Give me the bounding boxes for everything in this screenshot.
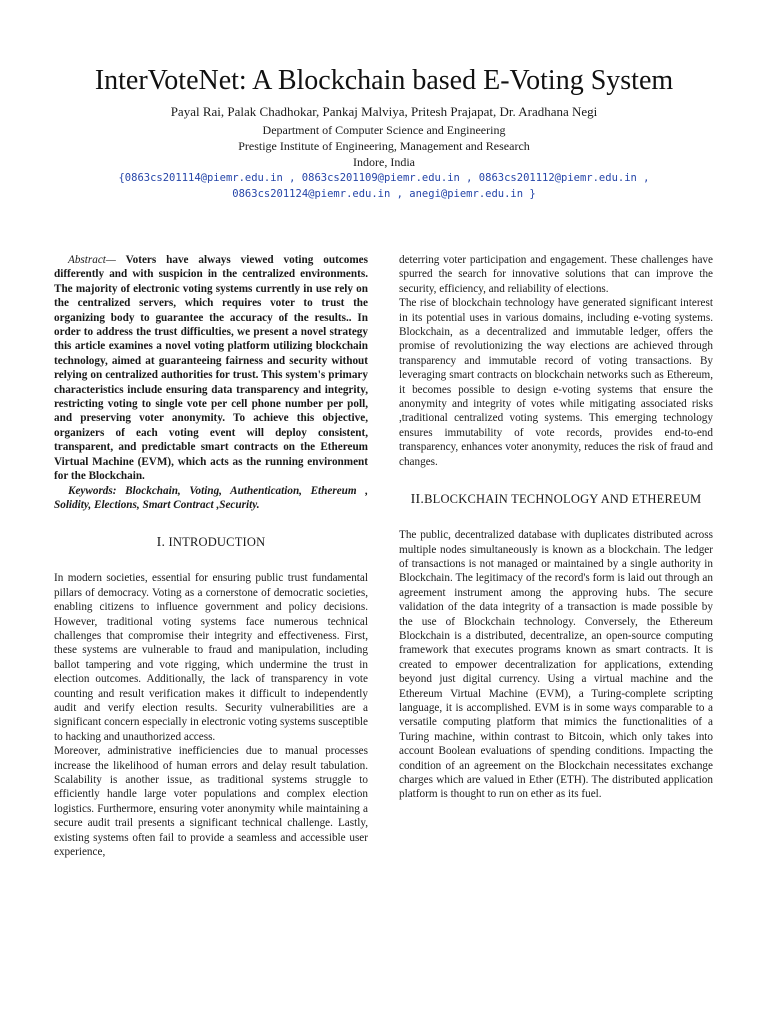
- section-2-title: BLOCKCHAIN TECHNOLOGY AND ETHEREUM: [424, 492, 702, 507]
- email-line-2: 0863cs201124@piemr.edu.in , anegi@piemr.edu.in }: [232, 188, 536, 200]
- keywords-lead: Keywords:: [68, 484, 117, 497]
- abstract: [54, 253, 368, 484]
- right-column: [399, 253, 713, 802]
- city: Indore, India: [353, 155, 415, 169]
- abstract-text: Voters have always viewed voting outcomes differently and with suspicion in the centralized environments. The majority of electronic voting systems currently in use rely on the centralized servers, which requires voter to trust the organizing body to guarantee the accuracy of the results.. In order to address the trust difficulties, we present a novel strategy this article examines a novel voting platform utilizing blockchain technology, aimed at guaranteeing fairness and security without relying on centralized authorities for trust. This system's primary characteristics include ensuring data transparency and integrity, restricting voting to single vote per cell phone number per poll, and preserving voter anonymity. To achieve this objective, organizers of each voting event will deploy consistent, transparent, and predictable smart contracts on the Ethereum Virtual Machine (EVM), which acts as the running environment for the Blockchain.: [54, 254, 368, 483]
- keywords: [54, 484, 368, 513]
- section-1-number: I.: [156, 535, 166, 551]
- email-list-line-1: [0, 169, 768, 186]
- section-2-number: II.: [410, 492, 425, 508]
- institute: Prestige Institute of Engineering, Management and Research: [238, 139, 530, 153]
- section-2-paragraph-1: The public, decentralized database with duplicates distributed across multiple nodes simultaneously is known as a blockchain. The ledger of transactions is not managed or maintained by a single authority in Blockchain. The legitimacy of the record's form is laid out through an agreement instrument among the approving hubs. The secure validation of the data integrity of a transaction is made possible by the use of Blockchain technology. Conversely, the Ethereum Blockchain is a distributed, decentralize, an open-source computing framework that executes programs known as smart contracts. It is created to empower decentralization for applications, extending beyond just digital currency. Using a virtual machine and the Ethereum Virtual Machine (EVM), a Turing-complete scripting language, it is accomplished. EVM is in some ways comparable to a versatile computing platform that mimics the functionalities of a Turing machine, within contrast to Bitcoin, which only takes into account Boolean evaluations of spending conditions. Impacting the condition of an agreement on the Blockchain necessitates exchange charges which are valued in Ether (ETH). The distributed application platform is thought to run on ether as its fuel.: [399, 529, 713, 801]
- author-list: Payal Rai, Palak Chadhokar, Pankaj Malviya, Pritesh Prajapat, Dr. Aradhana Negi: [170, 104, 598, 119]
- department: Department of Computer Science and Engineering: [262, 123, 506, 137]
- section-1-paragraph-1: In modern societies, essential for ensuring public trust fundamental pillars of democracy. Voting as a cornerstone of democratic societies, enabling citizens to influence government and policy decisions. However, traditional voting systems face numerous technical challenges that compromise their integrity and effectiveness. First, these systems are vulnerable to fraud and manipulation, including ballot tampering and vote rigging, which undermine the trust in election outcomes. Additionally, the lack of transparency in vote counting and result verification makes it difficult to independently audit and verify election results. Security vulnerabilities are a significant concern especially in electronic voting systems susceptible to hacking and unauthorized access.: [54, 572, 368, 743]
- email-line-1: {0863cs201114@piemr.edu.in , 0863cs201109@piemr.edu.in , 0863cs201112@piemr.edu.in ,: [118, 172, 650, 184]
- email-list-line-2: [0, 185, 768, 202]
- section-1-paragraph-3: deterring voter participation and engagement. These challenges have spurred the search for innovative solutions that can improve the security, efficiency, and reliability of elections.: [399, 254, 713, 295]
- section-1-heading: [54, 534, 368, 551]
- section-1-paragraph-2: Moreover, administrative inefficiencies due to manual processes increase the likelihood of human errors and delay result tabulation. Scalability is another issue, as traditional systems struggle to efficiently handle large voter populations and complex election logistics. Furthermore, ensuring voter anonymity while maintaining a secure audit trail presents a significant technical challenge. Lastly, existing systems often fail to provide a seamless and accessible user experience,: [54, 745, 368, 859]
- abstract-lead: Abstract—: [68, 254, 116, 266]
- section-2-heading: [399, 491, 713, 508]
- keywords-text: Blockchain, Voting, Authentication, Ethereum , Solidity, Elections, Smart Contract ,Security.: [54, 484, 368, 511]
- section-1-title: INTRODUCTION: [165, 535, 266, 550]
- section-1-paragraph-4: The rise of blockchain technology have generated significant interest in its potential uses in various domains, including e-voting systems. Blockchain, as a decentralized and immutable ledger, offers the promise of revolutionizing the way elections are achieved through transparency and immutable record of voting transactions. By leveraging smart contracts on blockchain networks such as Ethereum, it becomes possible to design e-voting systems that ensure the anonymity and integrity of votes while mitigating associated risks ,traditional centralized voting systems. This emerging technology ensures immutability of vote records, provides end-to-end transparency, enhances voter anonymity, reduces the risk of fraud and changes.: [399, 297, 713, 468]
- left-column: [54, 253, 368, 859]
- paper-title: InterVoteNet: A Blockchain based E-Voting System: [94, 65, 674, 96]
